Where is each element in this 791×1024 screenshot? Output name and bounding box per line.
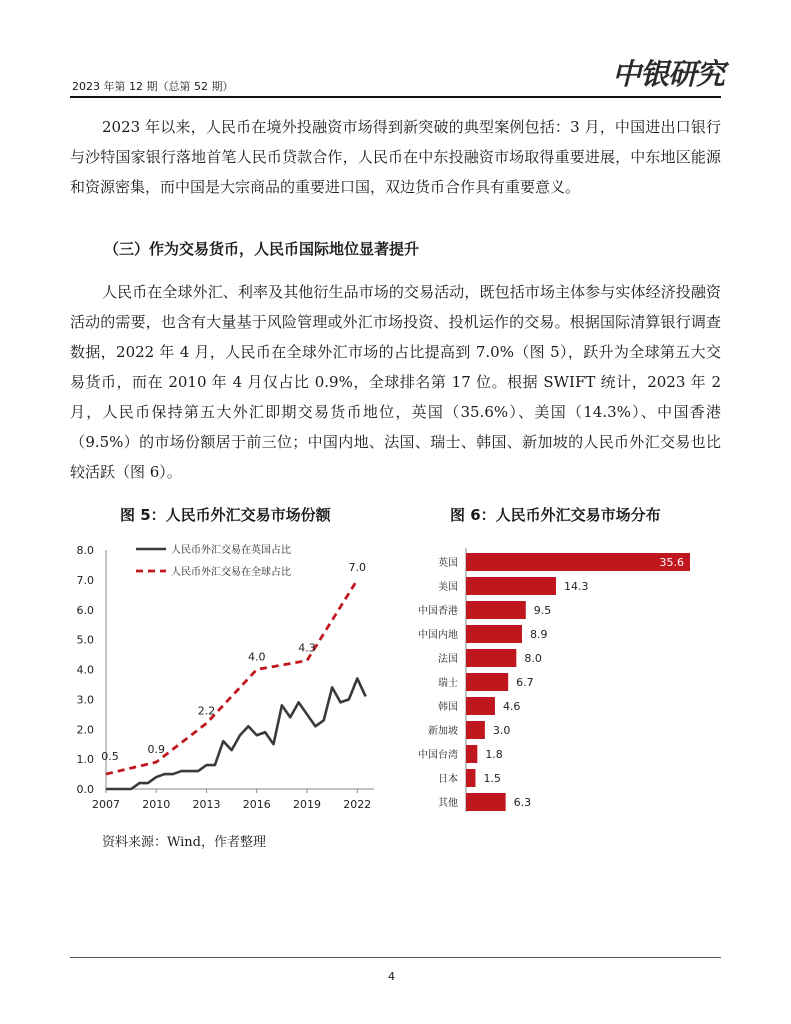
bar-category-label: 中国内地 xyxy=(418,630,458,641)
figure-6-title: 图 6：人民币外汇交易市场分布 xyxy=(450,506,661,524)
bar-value-label: 14.3 xyxy=(563,580,589,593)
x-tick-label: 2022 xyxy=(343,798,372,811)
bar-category-label: 中国台湾 xyxy=(418,750,458,761)
legend-uk-label: 人民币外汇交易在英国占比 xyxy=(171,545,291,556)
bar xyxy=(466,697,495,715)
y-tick-label: 3.0 xyxy=(76,693,94,707)
y-tick-label: 5.0 xyxy=(76,633,94,647)
footer-rule xyxy=(70,957,721,958)
bar-value-label: 1.5 xyxy=(483,772,501,785)
y-tick-label: 7.0 xyxy=(76,573,94,587)
y-tick-label: 6.0 xyxy=(76,603,94,617)
global-data-label: 0.5 xyxy=(101,750,119,764)
bar-value-label: 6.3 xyxy=(513,796,532,809)
x-tick-label: 2010 xyxy=(142,798,171,811)
bar-value-label: 35.6 xyxy=(659,556,684,569)
y-tick-label: 0.0 xyxy=(76,783,94,796)
issue-number: 2023 年第 12 期（总第 52 期） xyxy=(72,80,234,93)
legend-global-label: 人民币外汇交易在全球占比 xyxy=(171,567,291,578)
x-tick-label: 2019 xyxy=(293,798,321,811)
y-tick-label: 2.0 xyxy=(76,723,94,737)
y-tick-label: 8.0 xyxy=(76,544,94,557)
bar xyxy=(466,721,485,739)
bar xyxy=(466,769,475,787)
global-data-label: 2.2 xyxy=(197,704,216,718)
section-heading: （三）作为交易货币，人民币国际地位显著提升 xyxy=(104,240,420,258)
figure-5-title: 图 5：人民币外汇交易市场份额 xyxy=(120,506,331,524)
paragraph-2: 人民币在全球外汇、利率及其他衍生品市场的交易活动，既包括市场主体参与实体经济投融资活动的需要，也含有大量基于风险管理或外汇市场投资、投机运作的交易。根据国际清算银行调查数据，2022 年 4 月，人民币在全球外汇市场的占比提高到 7.0%（图 5），跃升为全球第五大交易货币，而在 2010 年 4 月仅占比 0.9%，全球排名第 17 位。根据 SWIFT 统计，2023 年 2 月，人民币保持第五大外汇即期交易货币地位，英国（35.6%）、美国（14.3%）、中国香港（9.5%）的市场份额居于前三位；中国内地、法国、瑞士、韩国、新加坡的人民币外汇交易也比较活跃（图 6）。 xyxy=(70,283,721,481)
global-data-label: 7.0 xyxy=(348,560,366,574)
global-data-label: 4.0 xyxy=(248,650,266,664)
x-tick-label: 2016 xyxy=(242,798,271,811)
bar xyxy=(466,577,556,595)
bar-category-label: 中国香港 xyxy=(418,606,458,617)
bar-value-label: 4.6 xyxy=(502,700,521,713)
y-tick-label: 1.0 xyxy=(76,753,94,767)
bar xyxy=(466,625,522,643)
bar xyxy=(466,673,508,691)
series-global-line xyxy=(106,580,357,774)
bar-category-label: 日本 xyxy=(438,774,458,785)
bar xyxy=(466,745,477,763)
bar-category-label: 美国 xyxy=(438,582,458,593)
paragraph-1: 2023 年以来，人民币在境外投融资市场得到新突破的典型案例包括：3 月，中国进出口银行与沙特国家银行落地首笔人民币贷款合作，人民币在中东投融资市场取得重要进展，中东地区能源和资源密集，而中国是大宗商品的重要进口国，双边货币合作具有重要意义。 xyxy=(70,118,721,196)
x-tick-label: 2013 xyxy=(192,798,221,811)
bar xyxy=(466,649,516,667)
y-tick-label: 4.0 xyxy=(76,663,94,677)
bar-value-label: 9.5 xyxy=(533,604,552,617)
bar-category-label: 法国 xyxy=(438,654,458,665)
bar xyxy=(466,601,526,619)
global-data-label: 4.3 xyxy=(298,641,316,655)
bar-value-label: 6.7 xyxy=(516,676,534,689)
bar xyxy=(466,793,506,811)
page-number: 4 xyxy=(388,970,395,983)
x-tick-label: 2007 xyxy=(92,798,120,811)
bar-category-label: 韩国 xyxy=(438,702,458,713)
bar-value-label: 1.8 xyxy=(485,748,503,761)
source-note: 资料来源：Wind，作者整理 xyxy=(102,835,266,850)
brand-logo: 中银研究 xyxy=(612,57,725,91)
bar-category-label: 其他 xyxy=(438,798,458,809)
global-data-label: 0.9 xyxy=(147,743,165,757)
bar-value-label: 8.9 xyxy=(530,628,548,641)
bar-value-label: 3.0 xyxy=(492,724,511,737)
bar-category-label: 新加坡 xyxy=(428,726,458,737)
bar xyxy=(466,553,690,571)
series-uk-line xyxy=(106,678,366,789)
bar-category-label: 瑞士 xyxy=(438,678,458,689)
bar-category-label: 英国 xyxy=(438,558,458,569)
bar-value-label: 8.0 xyxy=(524,652,542,665)
